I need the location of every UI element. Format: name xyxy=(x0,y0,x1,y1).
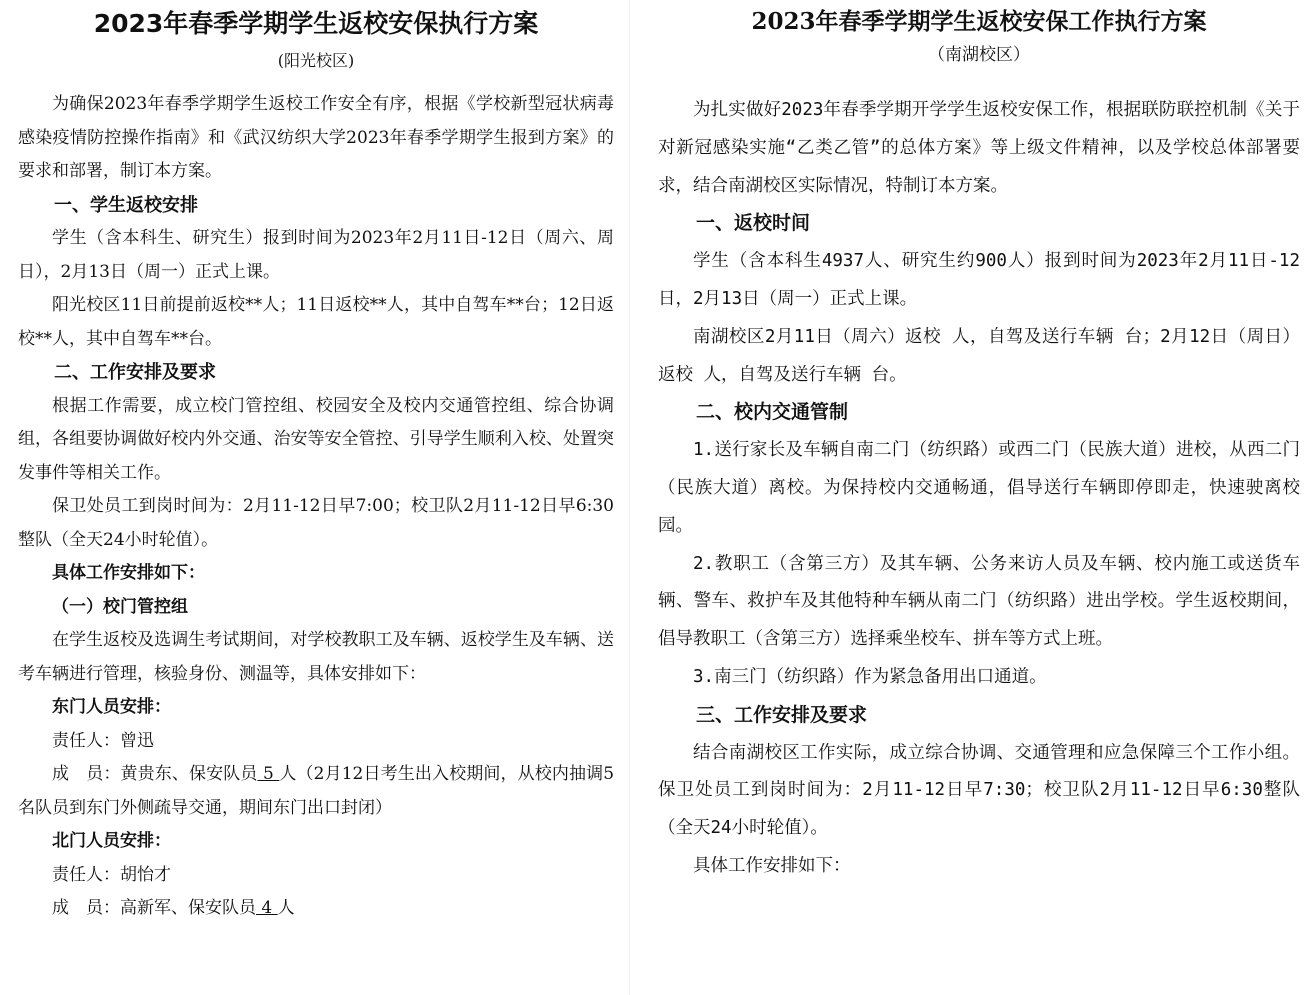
left-detail-heading: 具体工作安排如下： xyxy=(52,563,205,583)
left-north-gate-members xyxy=(18,892,614,926)
right-document-title: 2023年春季学期学生返校安保工作执行方案 xyxy=(751,8,1207,35)
left-section2-heading: 二、工作安排及要求 xyxy=(54,362,216,383)
right-section1-paragraph1: 学生（含本科生4937人、研究生约900人）报到时间为2023年2月11日-12日，2月13日（周一）正式上课。 xyxy=(658,251,1300,309)
right-section1-heading: 一、返校时间 xyxy=(696,212,811,235)
left-group1-heading: （一）校门管控组 xyxy=(52,596,188,617)
right-section2-paragraph2: 2.教职工（含第三方）及其车辆、公务来访人员及车辆、校内施工或送货车辆、警车、救护车及其他特种车辆从南二门（纺织路）进出学校。学生返校期间，倡导教职工（含第三方）选择乘坐校车、拼车等方式上班。 xyxy=(658,553,1300,650)
left-campus-label: (阳光校区) xyxy=(277,51,355,70)
right-section3-paragraph1: 结合南湖校区工作实际，成立综合协调、交通管理和应急保障三个工作小组。保卫处员工到岗时间为：2月11-12日早7:30；校卫队2月11-12日早6:30整队（全天24小时轮值）。 xyxy=(658,742,1300,839)
left-east-gate-leader: 责任人：曾迅 xyxy=(52,730,154,751)
left-section2-paragraph1: 根据工作需要，成立校门管控组、校园安全及校内交通管控组、综合协调组，各组要协调做好校内外交通、治安等安全管控、引导学生顺利入校、处置突发事件等相关工作。 xyxy=(18,395,614,483)
left-document-title: 2023年春季学期学生返校安保执行方案 xyxy=(93,9,539,38)
left-section1-paragraph2: 阳光校区11日前提前返校**人；11日返校**人，其中自驾车**台；12日返校**人，其中自驾车**台。 xyxy=(18,295,614,349)
left-north-gate-heading: 北门人员安排： xyxy=(52,831,171,851)
right-section2-heading: 二、校内交通管制 xyxy=(696,401,849,424)
right-detail-heading: 具体工作安排如下： xyxy=(693,855,851,876)
east-members-suffix: 人（2月12日考生出入校期间，从校内抽调5名队员到东门外侧疏导交通，期间东门出口封闭） xyxy=(18,764,615,818)
right-document-page xyxy=(640,0,1312,995)
east-members-prefix: 成 员：黄贵东、保安队员 xyxy=(52,764,258,784)
page-divider xyxy=(629,0,630,995)
right-section2-paragraph1: 1.送行家长及车辆自南二门（纺织路）或西二门（民族大道）进校，从西二门（民族大道）离校。为保持校内交通畅通，倡导送行车辆即停即走，快速驶离校园。 xyxy=(658,440,1300,536)
left-section1-heading: 一、学生返校安排 xyxy=(54,194,198,216)
left-section2-paragraph2: 保卫处员工到岗时间为：2月11-12日早7:00；校卫队2月11-12日早6:30整队（全天24小时轮值）。 xyxy=(18,496,614,550)
right-section3-heading: 三、工作安排及要求 xyxy=(696,703,868,726)
right-section2-paragraph3: 3.南三门（纺织路）作为紧急备用出口通道。 xyxy=(693,666,1047,687)
north-members-suffix: 人 xyxy=(277,898,295,918)
right-section1-paragraph2: 南湖校区2月11日（周六）返校 人，自驾及送行车辆 台；2月12日（周日）返校 人，自驾及送行车辆 台。 xyxy=(658,326,1300,385)
left-intro-paragraph: 为确保2023年春季学期学生返校工作安全有序，根据《学校新型冠状病毒感染疫情防控操作指南》和《武汉纺织大学2023年春季学期学生报到方案》的要求和部署，制订本方案。 xyxy=(18,94,614,181)
right-campus-label: （南湖校区） xyxy=(928,45,1030,65)
left-east-gate-members xyxy=(18,758,614,825)
left-document-page xyxy=(0,0,624,995)
north-members-prefix: 成 员：高新军、保安队员 xyxy=(52,898,256,918)
east-members-count: 5 xyxy=(257,764,280,784)
north-members-count: 4 xyxy=(256,898,278,918)
right-intro-paragraph: 为扎实做好2023年春季学期开学学生返校安保工作，根据联防联控机制《关于对新冠感染实施“乙类乙管”的总体方案》等上级文件精神，以及学校总体部署要求，结合南湖校区实际情况，特制订本方案。 xyxy=(658,100,1300,196)
left-east-gate-heading: 东门人员安排： xyxy=(52,697,171,717)
left-section1-paragraph1: 学生（含本科生、研究生）报到时间为2023年2月11日-12日（周六、周日），2月13日（周一）正式上课。 xyxy=(18,228,614,282)
left-north-gate-leader: 责任人：胡怡才 xyxy=(52,864,171,885)
left-group1-paragraph: 在学生返校及选调生考试期间，对学校教职工及车辆、返校学生及车辆、送考车辆进行管理，核验身份、测温等，具体安排如下： xyxy=(18,630,614,684)
